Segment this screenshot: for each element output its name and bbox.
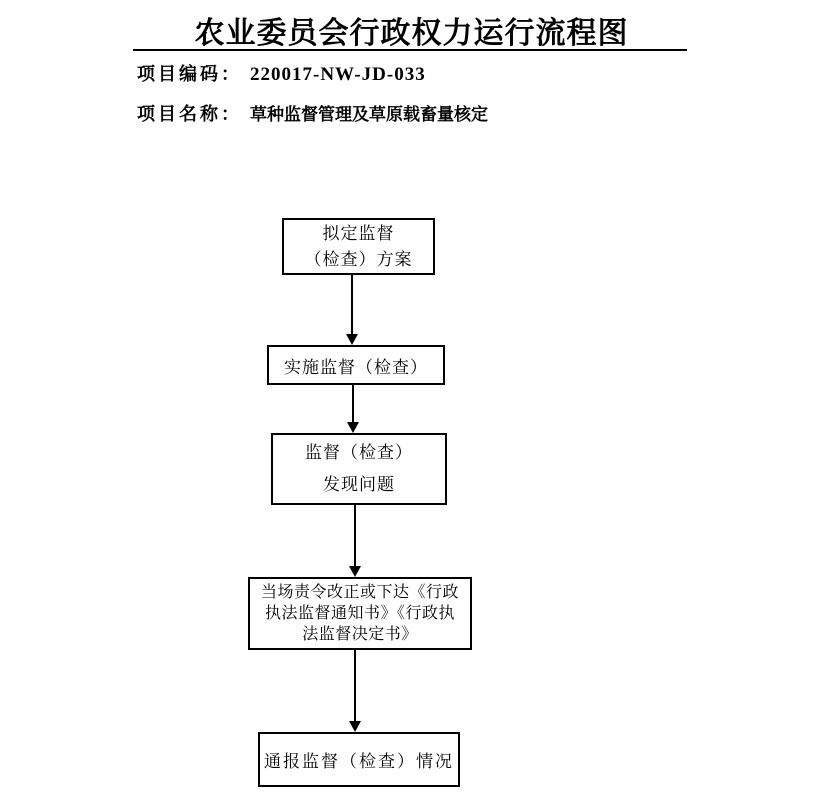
project-name-label: 项目名称：: [137, 104, 242, 124]
flow-node-report-result: [258, 732, 460, 787]
project-name-row: [137, 100, 488, 126]
project-code-value: 220017-NW-JD-033: [250, 64, 426, 85]
flow-arrow-3-line: [354, 505, 356, 567]
flow-node-line: 监督（检查）: [305, 443, 413, 462]
flow-arrow-3-arrowhead-icon: [349, 566, 361, 577]
flow-node-implement-supervision: [267, 345, 445, 385]
flow-node-find-problems: [271, 433, 447, 505]
flow-node-line: 发现问题: [323, 475, 395, 494]
flow-arrow-1-line: [351, 275, 353, 335]
project-name-value: 草种监督管理及草原载畜量核定: [250, 105, 488, 124]
flow-arrow-4-line: [354, 650, 356, 722]
flow-node-order-correction: [248, 577, 472, 650]
flow-node-line: 通报监督（检查）情况: [264, 752, 454, 771]
flow-arrow-2-arrowhead-icon: [347, 422, 359, 433]
flow-arrow-2-line: [352, 385, 354, 423]
flow-node-line: 执法监督通知书》《行政执: [264, 605, 455, 622]
project-code-row: [137, 60, 426, 86]
flow-arrow-4-arrowhead-icon: [349, 721, 361, 732]
flow-node-line: 当场责令改正或下达《行政: [260, 584, 459, 601]
flow-node-line: 法监督决定书》: [302, 626, 418, 643]
flow-arrow-1-arrowhead-icon: [346, 334, 358, 345]
title-underline: [133, 49, 687, 51]
flow-node-draft-plan: [282, 218, 435, 275]
flow-node-line: 拟定监督: [322, 223, 395, 243]
flow-node-line: （检查）方案: [304, 249, 413, 269]
flow-node-line: 实施监督（检查）: [284, 357, 428, 377]
page-title: 农业委员会行政权力运行流程图: [194, 17, 629, 50]
project-code-label: 项目编码：: [137, 64, 242, 84]
